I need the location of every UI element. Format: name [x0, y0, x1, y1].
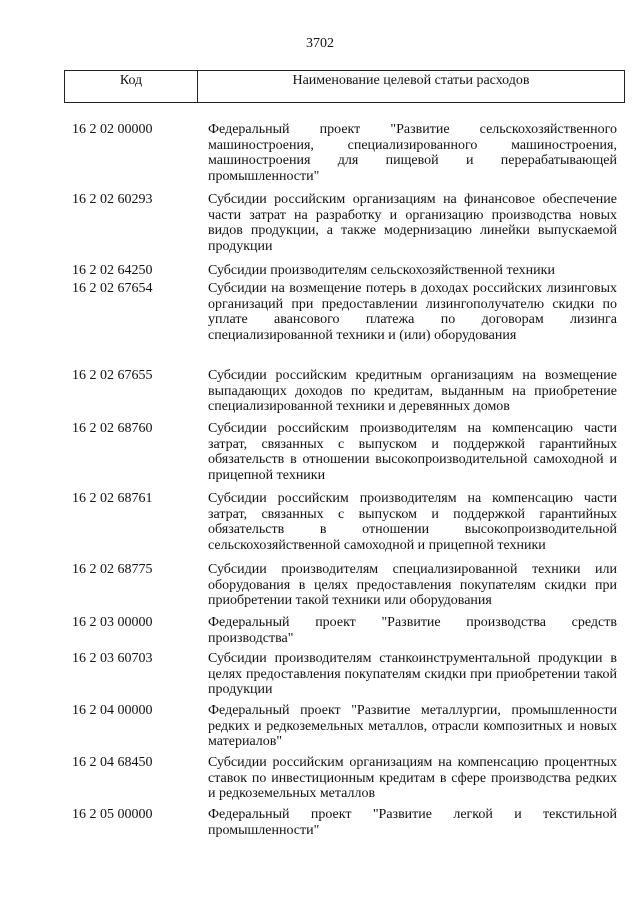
- row-name: Федеральный проект "Развитие металлургии, промышленности редких и редкоземельных металлов, отрасли композитных и новых материалов": [208, 703, 617, 750]
- table-header: [64, 70, 625, 103]
- row-code: 16 2 02 60293: [72, 192, 153, 207]
- row-code: 16 2 02 67655: [72, 368, 153, 383]
- row-name: Субсидии российским производителям на компенсацию части затрат, связанных с выпуском и поддержкой гарантийных обязательств в отношении высокопроизводительной самоходной и прицепной техники: [208, 421, 617, 484]
- header-name: Наименование целевой статьи расходов: [292, 73, 530, 88]
- table-row: [0, 651, 640, 703]
- row-name: Субсидии российским организациям на компенсацию процентных ставок по инвестиционным кредитам в сфере производства редких и редкоземельных металлов: [208, 755, 617, 802]
- row-code: 16 2 04 68450: [72, 755, 153, 770]
- row-code: 16 2 02 68761: [72, 491, 153, 506]
- row-code: 16 2 03 00000: [72, 615, 153, 630]
- row-code: 16 2 02 67654: [72, 281, 153, 296]
- row-code: 16 2 04 00000: [72, 703, 153, 718]
- page-number: 3702: [306, 36, 334, 51]
- table-row: [0, 755, 640, 807]
- row-code: 16 2 02 68760: [72, 421, 153, 436]
- row-name: Субсидии на возмещение потерь в доходах российских лизинговых организаций при предоставлении лизингополучателю скидки по уплате авансового платежа по договорам лизинга специализированной техники и (или) оборудования: [208, 281, 617, 344]
- row-name: Субсидии российским организациям на финансовое обеспечение части затрат на разработку и организацию производства новых видов продукции, а также модернизацию линейки выпускаемой продукции: [208, 192, 617, 255]
- table-row: [0, 615, 640, 651]
- row-code: 16 2 02 68775: [72, 562, 153, 577]
- table-row: [0, 281, 640, 368]
- table-row: [0, 192, 640, 263]
- row-name: Федеральный проект "Развитие производства средств производства": [208, 615, 617, 646]
- row-name: Субсидии российским производителям на компенсацию части затрат, связанных с выпуском и поддержкой гарантийных обязательств в отношении высокопроизводительной сельскохозяйственной самоходной и прицепной техники: [208, 491, 617, 554]
- row-name: Субсидии производителям специализированной техники или оборудования в целях предоставления покупателям скидки при приобретении такой техники или оборудования: [208, 562, 617, 609]
- table-row: [0, 703, 640, 755]
- table-row: [0, 122, 640, 192]
- table-row: [0, 807, 640, 843]
- row-code: 16 2 02 64250: [72, 263, 153, 278]
- row-name: Субсидии российским кредитным организациям на возмещение выпадающих доходов по кредитам, выданным на приобретение специализированной техники и деревянных домов: [208, 368, 617, 415]
- row-code: 16 2 05 00000: [72, 807, 153, 822]
- entries-list: [0, 122, 640, 843]
- table-row: [0, 491, 640, 562]
- header-code: Код: [65, 71, 198, 102]
- row-code: 16 2 03 60703: [72, 651, 153, 666]
- table-row: [0, 368, 640, 421]
- table-row: [0, 421, 640, 491]
- row-name: Субсидии производителям станкоинструментальной продукции в целях предоставления покупателям скидки при приобретении такой продукции: [208, 651, 617, 698]
- row-code: 16 2 02 00000: [72, 122, 153, 137]
- row-name: Федеральный проект "Развитие сельскохозяйственного машиностроения, специализированного машиностроения, машиностроения для пищевой и перерабатывающей промышленности": [208, 122, 617, 185]
- table-row: [0, 263, 640, 281]
- row-name: Федеральный проект "Развитие легкой и текстильной промышленности": [208, 807, 617, 838]
- row-name: Субсидии производителям сельскохозяйственной техники: [208, 263, 555, 278]
- table-row: [0, 562, 640, 615]
